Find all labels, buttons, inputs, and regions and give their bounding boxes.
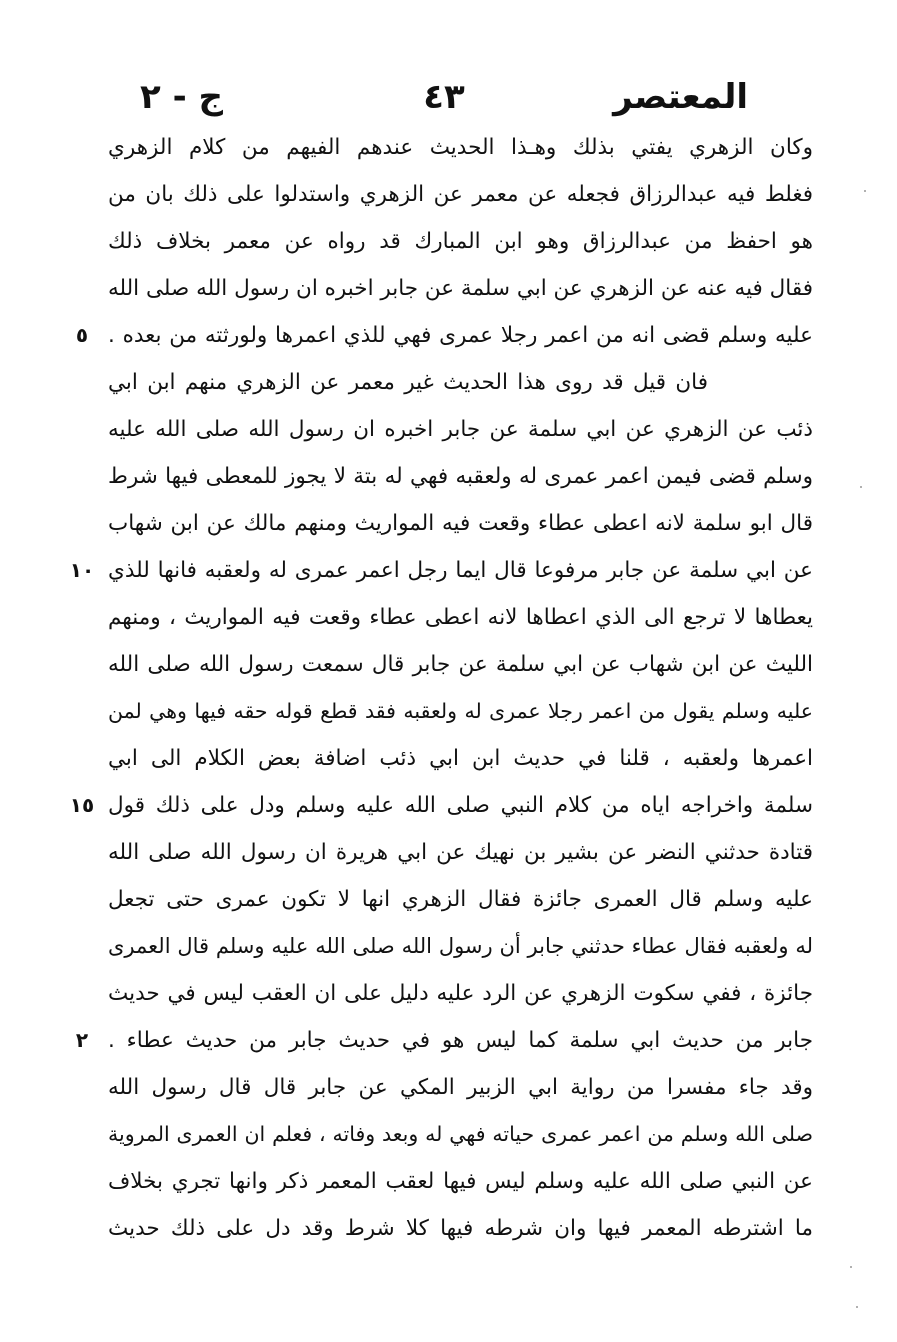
scan-speck xyxy=(860,486,862,488)
page-number: ٤٣ xyxy=(423,77,465,117)
scan-speck xyxy=(856,1306,858,1308)
text-line-15: سلمة واخراجه اياه من كلام النبي صلى الله عليه وسلم ودل على ذلك قول xyxy=(108,793,813,818)
text-line-11: يعطاها لا ترجع الى الذي اعطاها لانه اعطى عطاء وقعت فيه المواريث ، ومنهم xyxy=(108,605,813,630)
text-line-1: وكان الزهري يفتي بذلك وهـذا الحديث عندهم الفيهم من كلام الزهري xyxy=(108,135,813,160)
margin-line-number-5: ٥ xyxy=(75,323,89,347)
scan-speck xyxy=(850,1266,852,1268)
text-line-7: ذئب عن الزهري عن ابي سلمة عن جابر اخبره ان رسول الله صلى الله عليه xyxy=(108,417,813,442)
text-line-16: قتادة حدثني النضر عن بشير بن نهيك عن ابي هريرة ان رسول الله صلى الله xyxy=(108,840,813,865)
text-line-6: فان قيل قد روى هذا الحديث غير معمر عن الزهري منهم ابن ابي xyxy=(108,370,708,395)
margin-line-number-15: ١٥ xyxy=(69,793,95,817)
text-line-17: عليه وسلم قال العمرى جائزة فقال الزهري انها لا تكون عمرى حتى تجعل xyxy=(108,887,813,912)
text-line-8: وسلم قضى فيمن اعمر عمرى له ولعقبه فهي له بتة لا يجوز للمعطى فيها شرط xyxy=(108,464,813,489)
text-line-14: اعمرها ولعقبه ، قلنا في حديث ابن ابي ذئب اضافة بعض الكلام الى ابي xyxy=(108,746,813,771)
body-text xyxy=(108,124,813,1252)
text-line-22: صلى الله وسلم من اعمر عمرى حياته فهي له وبعد وفاته ، فعلم ان العمرى المروية xyxy=(108,1122,813,1146)
margin-line-number-10: ١٠ xyxy=(69,558,95,582)
text-line-23: عن النبي صلى الله عليه وسلم ليس فيها لعقب المعمر ذكر وانها تجري بخلاف xyxy=(108,1169,813,1194)
text-line-13: عليه وسلم يقول من اعمر رجلا عمرى له ولعقبه فقد قطع قوله حقه فيها وهي لمن xyxy=(108,699,813,723)
text-line-19: جائزة ، ففي سكوت الزهري عن الرد عليه دليل على ان العقب ليس في حديث xyxy=(108,981,813,1006)
scan-speck xyxy=(864,190,866,192)
text-line-4: فقال فيه عنه عن الزهري عن ابي سلمة عن جابر اخبره ان رسول الله صلى الله xyxy=(108,276,813,301)
text-line-20: جابر من حديث ابي سلمة كما ليس هو في حديث جابر من حديث عطاء . xyxy=(108,1028,813,1053)
text-line-21: وقد جاء مفسرا من رواية ابي الزبير المكي عن جابر قال قال رسول الله xyxy=(108,1075,813,1100)
text-line-10: عن ابي سلمة عن جابر مرفوعا قال ايما رجل اعمر عمرى له ولعقبه فانها للذي xyxy=(108,558,813,583)
volume-label: ج - ٢ xyxy=(140,77,224,117)
text-line-18: له ولعقبه فقال عطاء حدثني جابر أن رسول الله صلى الله عليه وسلم قال العمرى xyxy=(108,934,813,958)
text-line-2: فغلط فيه عبدالرزاق فجعله عن معمر عن الزهري واستدلوا على ذلك بان من xyxy=(108,182,813,207)
text-line-9: قال ابو سلمة لانه اعطى عطاء وقعت فيه المواريث ومنهم مالك عن ابن شهاب xyxy=(108,511,813,536)
margin-line-number-20: ٢ xyxy=(75,1028,89,1052)
text-line-24: ما اشترطه المعمر فيها وان شرطه فيها كلا شرط وقد دل على ذلك حديث xyxy=(108,1216,813,1241)
text-line-3: هو احفظ من عبدالرزاق وهو ابن المبارك قد رواه عن معمر بخلاف ذلك xyxy=(108,229,813,254)
text-line-5: عليه وسلم قضى انه من اعمر رجلا عمرى فهي للذي اعمرها ولورثته من بعده . xyxy=(108,323,813,348)
page-header xyxy=(140,72,748,122)
text-line-12: الليث عن ابن شهاب عن ابي سلمة عن جابر قال سمعت رسول الله صلى الله xyxy=(108,652,813,677)
book-title: المعتصر xyxy=(613,77,748,117)
